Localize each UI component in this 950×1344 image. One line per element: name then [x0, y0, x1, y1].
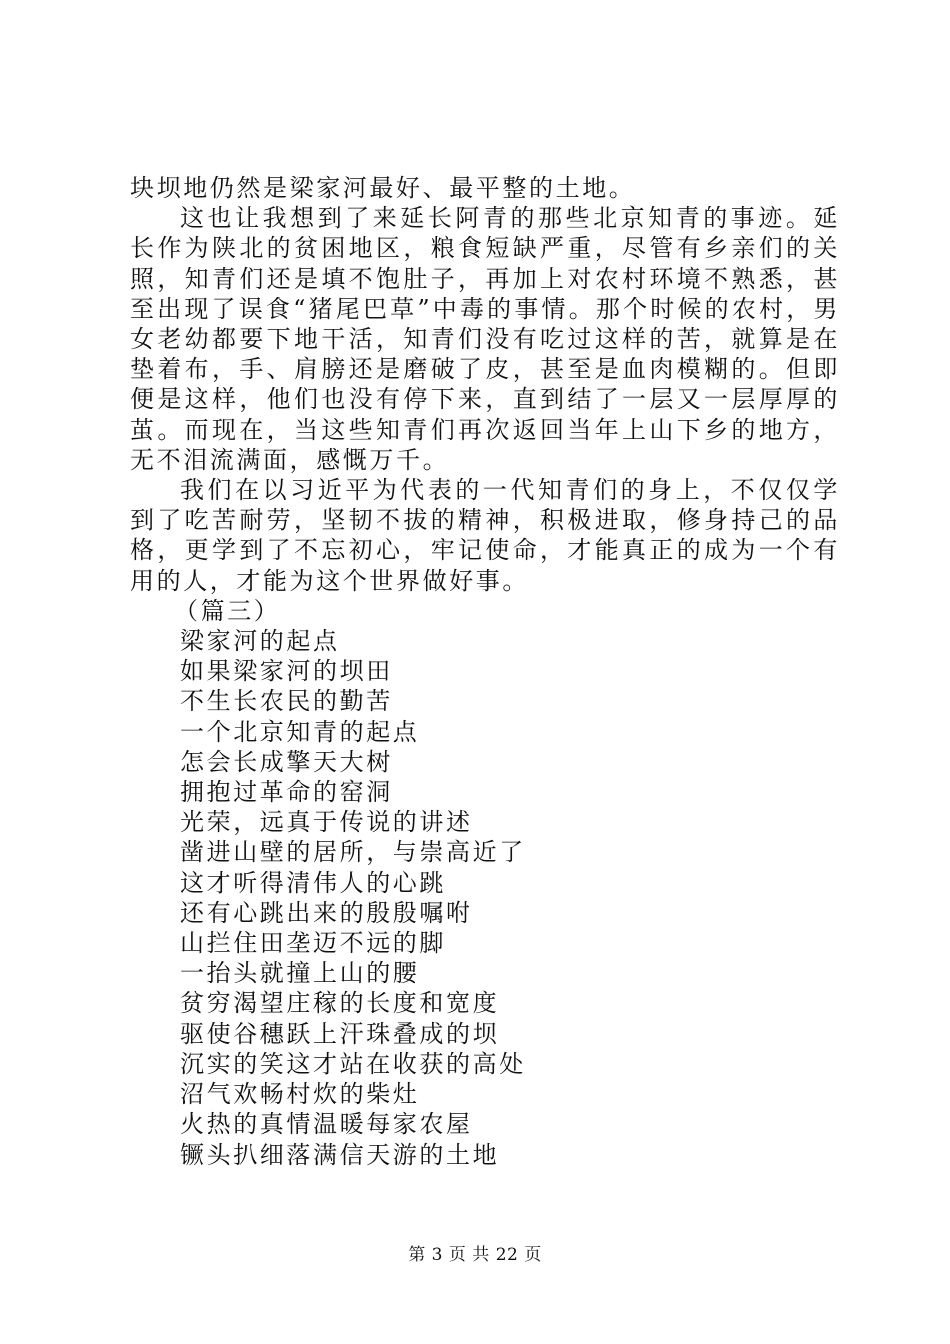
poem-line: 驱使谷穗跃上汗珠叠成的坝 [180, 1019, 500, 1048]
document-body [130, 173, 840, 1170]
poem-line: 梁家河的起点 [180, 627, 340, 656]
poem-line: 凿进山壁的居所，与崇高近了 [180, 838, 526, 867]
page-footer: 第 3 页 共 22 页 [408, 1245, 542, 1265]
poem-line: 拥抱过革命的窑洞 [180, 778, 393, 807]
poem-line: 不生长农民的勤苦 [180, 687, 393, 716]
paragraph-lessons: 我们在以习近平为代表的一代知青们的身上，不仅仅学到了吃苦耐劳，坚韧不拔的精神，积极进取，修身持己的品格，更学到了不忘初心，牢记使命，才能真正的成为一个有用的人，才能为这个世界做好事。 [130, 476, 840, 595]
poem-line: 还有心跳出来的殷殷嘱咐 [180, 898, 473, 927]
poem-line: 沼气欢畅村炊的柴灶 [180, 1080, 420, 1109]
poem-line: 光荣，远真于传说的讲述 [180, 808, 473, 837]
poem-line: 如果梁家河的坝田 [180, 657, 393, 686]
poem [130, 626, 840, 1170]
poem-line: 山拦住田垄迈不远的脚 [180, 929, 446, 958]
poem-line: 一个北京知青的起点 [180, 717, 420, 746]
poem-line: 镢头扒细落满信天游的土地 [180, 1140, 500, 1169]
poem-line: 怎会长成擎天大树 [180, 747, 393, 776]
poem-line: 贫穷渴望庄稼的长度和宽度 [180, 989, 500, 1018]
poem-line: 火热的真情温暖每家农屋 [180, 1110, 473, 1139]
poem-line: 这才听得清伟人的心跳 [180, 868, 446, 897]
paragraph-continuation: 块坝地仍然是梁家河最好、最平整的土地。 [130, 174, 636, 202]
poem-line: 一抬头就撞上山的腰 [180, 959, 420, 988]
poem-line: 沉实的笑这才站在收获的高处 [180, 1049, 526, 1078]
section-title: （篇三） [174, 596, 281, 625]
paragraph-zhiqing-story: 这也让我想到了来延长阿青的那些北京知青的事迹。延长作为陕北的贫困地区，粮食短缺严重，尽管有乡亲们的关照，知青们还是填不饱肚子，再加上对农村环境不熟悉，甚至出现了误食“猪尾巴草”中毒的事情。那个时候的农村，男女老幼都要下地干活，知青们没有吃过这样的苦，就算是在垫着布，手、肩膀还是磨破了皮，甚至是血肉模糊的。但即便是这样，他们也没有停下来，直到结了一层又一层厚厚的茧。而现在，当这些知青们再次返回当年上山下乡的地方，无不泪流满面，感慨万千。 [130, 204, 840, 474]
